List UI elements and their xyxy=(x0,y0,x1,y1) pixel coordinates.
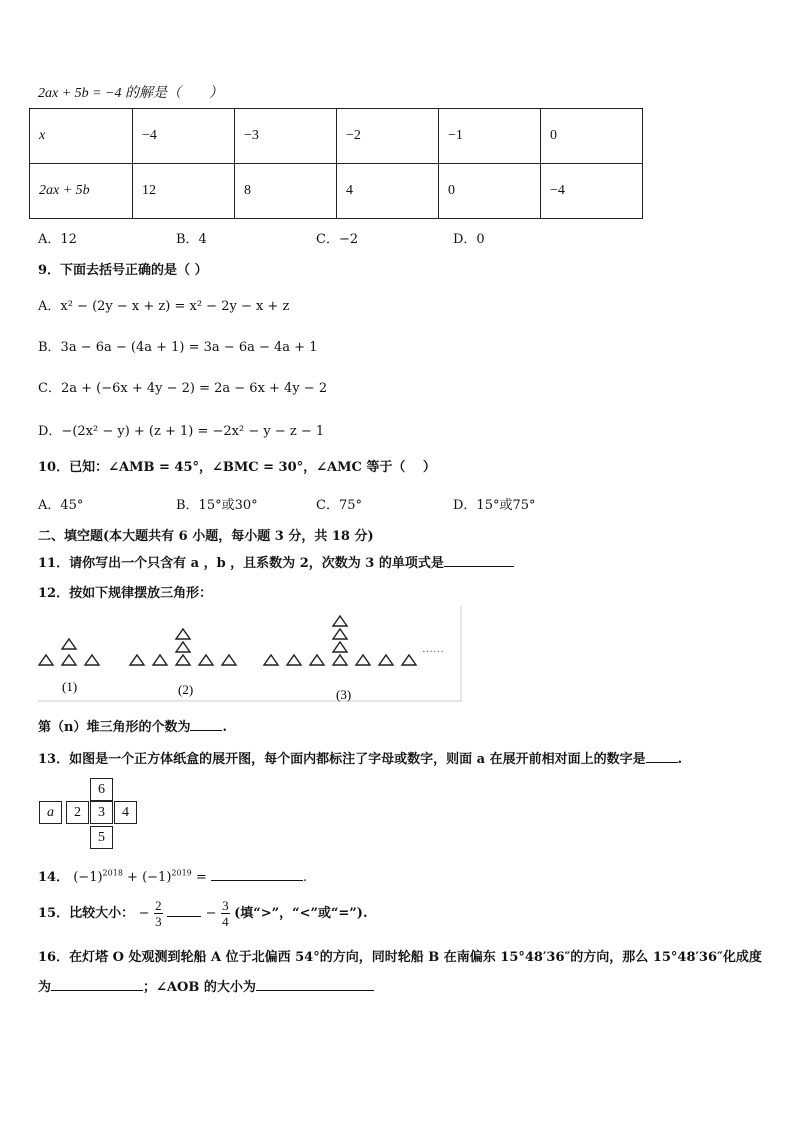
q14-line xyxy=(38,866,307,885)
q10-option-b[interactable]: B．15°或30° xyxy=(176,498,258,513)
triangle-mark xyxy=(222,655,236,665)
q15-hint: (填“>”，“<”或“=”). xyxy=(234,906,368,921)
table-cell: 12 xyxy=(133,164,235,219)
q16-answer-blank-1[interactable] xyxy=(51,978,143,991)
triangle-mark xyxy=(402,655,416,665)
triangle-mark xyxy=(176,629,190,639)
q16-line-2 xyxy=(38,976,374,995)
q14-exponent-1: 2018 xyxy=(102,868,123,878)
q8-stem: 2ax + 5b = −4 的解是（ ） xyxy=(38,86,224,101)
triangle-mark xyxy=(310,655,324,665)
table-cell: −3 xyxy=(235,109,337,164)
q12-answer-prefix: 第（n）堆三角形的个数为 xyxy=(38,720,191,735)
triangle-mark xyxy=(333,616,347,626)
net-face-5: 5 xyxy=(90,826,113,849)
q8-option-d[interactable]: D．0 xyxy=(453,232,485,247)
net-face-a: a xyxy=(39,801,62,824)
triangle-mark xyxy=(333,642,347,652)
q14-term-1 xyxy=(73,870,123,885)
q10-option-d[interactable]: D．15°或75° xyxy=(453,498,536,513)
q14-number: 14． xyxy=(38,870,70,885)
q10-option-c[interactable]: C．75° xyxy=(316,498,362,513)
triangle-mark xyxy=(39,655,53,665)
q11-stem xyxy=(38,552,514,571)
q16-prefix: 为 xyxy=(38,980,52,995)
q9-stem: 9．下面去括号正确的是（ ） xyxy=(38,263,208,278)
q14-exponent-2: 2019 xyxy=(171,868,192,878)
table-cell: 4 xyxy=(337,164,439,219)
pile-label-3: (3) xyxy=(336,687,352,702)
q12-answer-suffix: . xyxy=(222,720,227,735)
q14-term-2 xyxy=(142,870,192,885)
triangle-mark xyxy=(379,655,393,665)
q14-equals: = xyxy=(195,870,207,885)
triangle-mark xyxy=(287,655,301,665)
triangle-mark xyxy=(356,655,370,665)
fraction-denominator: 4 xyxy=(222,914,229,929)
q12-answer-blank[interactable] xyxy=(190,718,222,731)
triangle-mark xyxy=(85,655,99,665)
q9-option-c[interactable]: C．2a + (−6x + 4y − 2) = 2a − 6x + 4y − 2 xyxy=(38,381,328,396)
pile-label-1: (1) xyxy=(62,679,78,694)
triangle-mark xyxy=(264,655,278,665)
triangle-mark xyxy=(176,642,190,652)
q16-line-1: 16．在灯塔 O 处观测到轮船 A 位于北偏西 54°的方向，同时轮船 B 在南偏东 15°48′36″的方向，那么 15°48′36″化成度 xyxy=(38,950,762,965)
table-cell: −2 xyxy=(337,109,439,164)
q14-answer-blank[interactable] xyxy=(211,868,303,881)
q12-stem: 12．按如下规律摆放三角形： xyxy=(38,586,213,601)
triangle-mark xyxy=(62,639,76,649)
fraction-numerator: 3 xyxy=(222,898,229,913)
triangle-pattern-figure xyxy=(38,606,462,702)
q8-option-a[interactable]: A．12 xyxy=(38,232,77,247)
q11-text: 11．请你写出一个只含有 a ，b ，且系数为 2，次数为 3 的单项式是 xyxy=(38,556,444,571)
table-cell: 8 xyxy=(235,164,337,219)
q10-option-a[interactable]: A．45° xyxy=(38,498,84,513)
table-cell: 0 xyxy=(541,109,643,164)
q13-text: 13．如图是一个正方体纸盒的展开图，每个面内都标注了字母或数字，则面 a 在展开前相对面上的数字是 xyxy=(38,752,646,767)
triangle-mark xyxy=(153,655,167,665)
table-cell: −4 xyxy=(541,164,643,219)
q13-suffix: . xyxy=(677,752,683,767)
table-cell: 2ax + 5b xyxy=(30,164,133,219)
net-face-3: 3 xyxy=(90,801,113,824)
net-face-2: 2 xyxy=(66,801,89,824)
fraction-denominator: 3 xyxy=(155,914,162,929)
q15-answer-blank[interactable] xyxy=(167,904,201,917)
q12-answer-line xyxy=(38,716,227,735)
triangle-mark xyxy=(333,655,347,665)
q11-answer-blank[interactable] xyxy=(444,554,514,567)
section-heading: 二、填空题(本大题共有 6 小题，每小题 3 分，共 18 分) xyxy=(38,529,374,544)
q8-option-b[interactable]: B．4 xyxy=(176,232,207,247)
value-table xyxy=(29,108,643,219)
table-cell: −1 xyxy=(439,109,541,164)
q15-minus-1: − xyxy=(138,906,150,921)
q8-option-c[interactable]: C．−2 xyxy=(316,232,359,247)
q15-line xyxy=(38,898,367,929)
triangle-mark xyxy=(130,655,144,665)
q14-base-1: (−1) xyxy=(73,870,103,885)
table-cell: x xyxy=(30,109,133,164)
fraction-numerator: 2 xyxy=(155,898,162,913)
triangle-mark xyxy=(62,655,76,665)
table-cell: −4 xyxy=(133,109,235,164)
q9-option-a[interactable]: A．x² − (2y − x + z) = x² − 2y − x + z xyxy=(38,299,290,314)
q15-minus-2: − xyxy=(205,906,217,921)
table-cell: 0 xyxy=(439,164,541,219)
q14-plus: + xyxy=(127,870,138,885)
q13-answer-blank[interactable] xyxy=(646,750,678,763)
q16-mid: ；∠AOB 的大小为 xyxy=(143,980,256,995)
triangle-mark xyxy=(176,655,190,665)
q15-prefix: 15．比较大小： xyxy=(38,906,135,921)
pile-label-2: (2) xyxy=(178,682,194,697)
triangle-mark xyxy=(199,655,213,665)
q14-suffix: . xyxy=(302,870,308,885)
net-face-4: 4 xyxy=(114,801,137,824)
q15-fraction-1 xyxy=(154,898,163,929)
q9-option-d[interactable]: D．−(2x² − y) + (z + 1) = −2x² − y − z − 1 xyxy=(38,424,325,439)
table-row xyxy=(30,164,643,219)
q15-fraction-2 xyxy=(221,898,230,929)
table-row xyxy=(30,109,643,164)
continuation-dots: …… xyxy=(422,643,444,655)
q9-option-b[interactable]: B．3a − 6a − (4a + 1) = 3a − 6a − 4a + 1 xyxy=(38,340,318,355)
q13-stem xyxy=(38,748,682,767)
triangle-mark xyxy=(333,629,347,639)
triangle-marks xyxy=(39,616,416,665)
q14-base-2: (−1) xyxy=(142,870,172,885)
q16-answer-blank-2[interactable] xyxy=(256,978,374,991)
net-face-6: 6 xyxy=(90,778,113,801)
q10-stem: 10．已知：∠AMB = 45°，∠BMC = 30°，∠AMC 等于（ ） xyxy=(38,460,436,475)
